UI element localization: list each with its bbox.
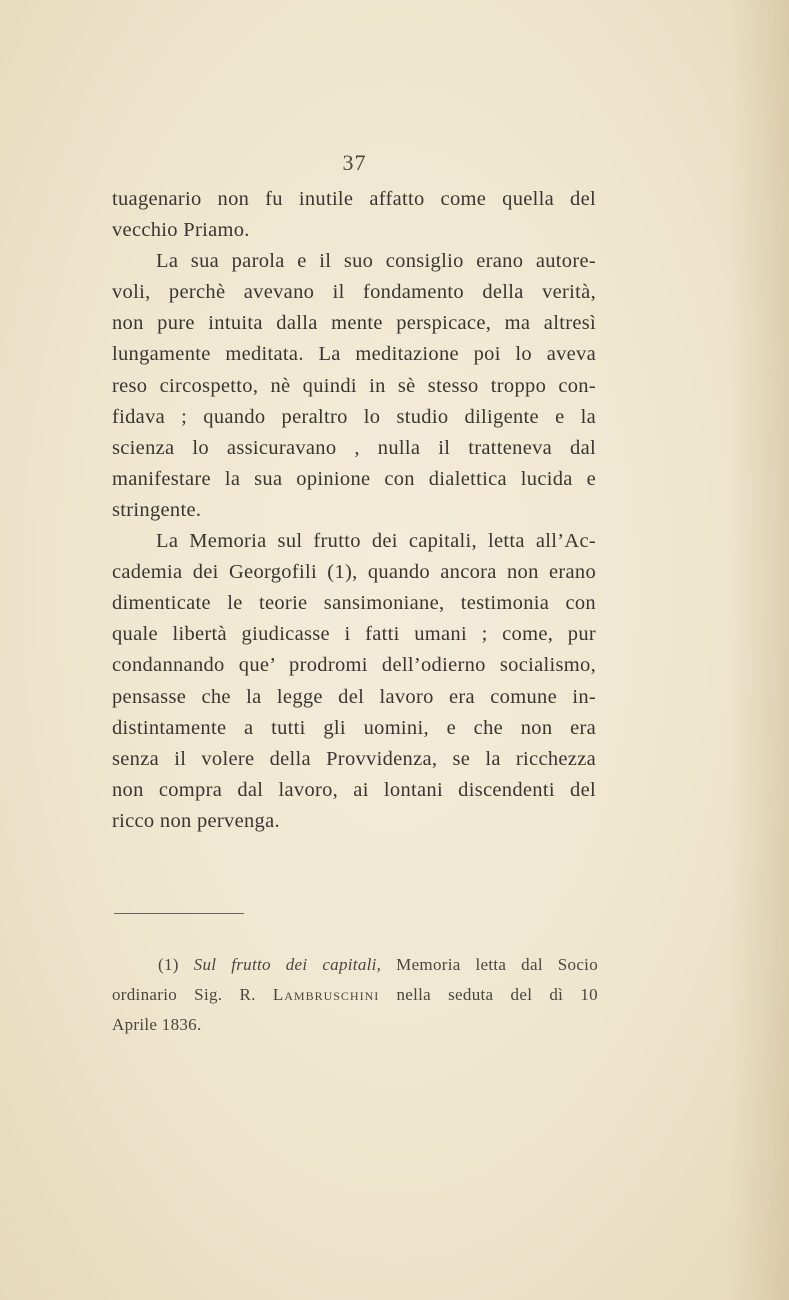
text-line: condannando que’ prodromi dell’odierno socialismo,	[112, 654, 596, 677]
page-number: 37	[342, 150, 367, 175]
footnote-marker: (1)	[158, 955, 179, 974]
text-line: distintamente a tutti gli uomini, e che non era	[112, 716, 596, 739]
footnote-author: Lambruschini	[272, 985, 380, 1004]
text-line: ricco non pervenga.	[112, 809, 280, 832]
text-line: non compra dal lavoro, ai lontani discendenti del	[112, 778, 596, 801]
footnote-line: Aprile 1836.	[112, 1015, 202, 1034]
text-line: voli, perchè avevano il fondamento della verità,	[112, 281, 596, 304]
footnote	[112, 950, 598, 1040]
text-line: tuagenario non fu inutile affatto come quella del	[112, 188, 596, 210]
text-line: vecchio Priamo.	[112, 219, 250, 242]
footnote-text: Memoria letta dal Socio	[396, 955, 598, 974]
footnote-text: ordinario Sig. R.	[112, 985, 256, 1004]
text-line: stringente.	[112, 498, 202, 521]
text-line: lungamente meditata. La meditazione poi lo aveva	[112, 343, 596, 366]
text-line: dimenticate le teorie sansimoniane, testimonia con	[112, 592, 596, 615]
footnote-title: Sul frutto dei capitali,	[193, 955, 382, 974]
text-line: fidava ; quando peraltro lo studio diligente e la	[112, 405, 596, 428]
text-line: pensasse che la legge del lavoro era comune in-	[112, 685, 596, 708]
footnote-line	[112, 950, 598, 980]
text-line: cademia dei Georgofili (1), quando ancora non erano	[112, 561, 596, 584]
text-line: reso circospetto, nè quindi in sè stesso troppo con-	[112, 374, 596, 397]
page-edge-shading	[729, 0, 789, 1300]
footnote-divider	[114, 913, 244, 914]
text-line: La sua parola e il suo consiglio erano autore-	[156, 250, 596, 273]
text-line: quale libertà giudicasse i fatti umani ; come, pur	[112, 623, 596, 646]
text-line: manifestare la sua opinione con dialettica lucida e	[112, 467, 596, 490]
text-line: senza il volere della Provvidenza, se la ricchezza	[112, 747, 596, 770]
text-line: non pure intuita dalla mente perspicace, ma altresì	[112, 312, 596, 335]
footnote-text: nella seduta del dì 10	[396, 985, 598, 1004]
text-line: La Memoria sul frutto dei capitali, letta all’Ac-	[156, 530, 596, 553]
text-line: scienza lo assicuravano , nulla il tratteneva dal	[112, 436, 596, 459]
footnote-line	[112, 980, 598, 1010]
body-text	[112, 184, 596, 837]
